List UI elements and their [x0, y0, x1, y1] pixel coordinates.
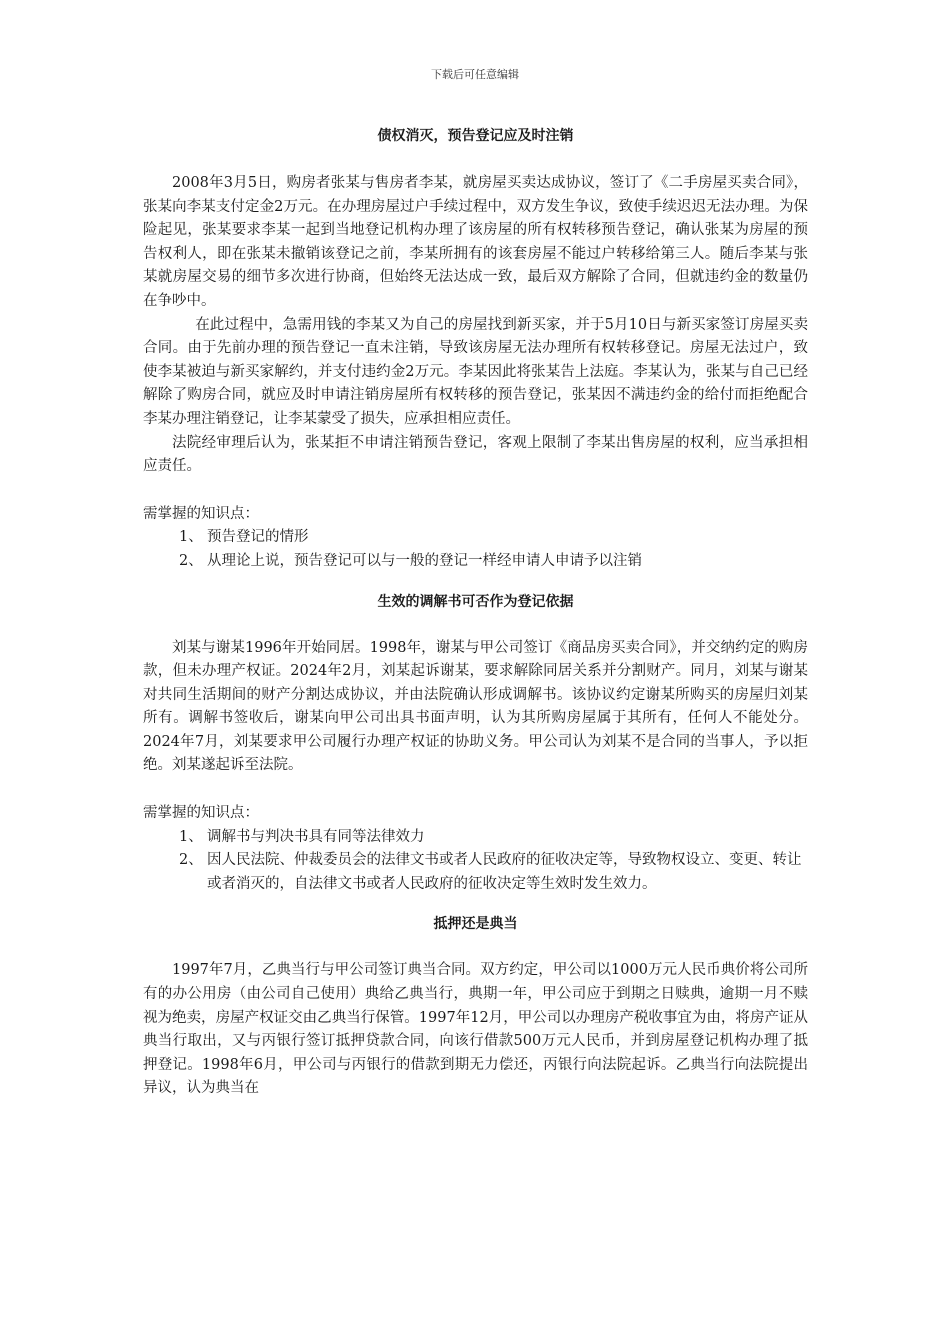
paragraph: 2008年3月5日，购房者张某与售房者李某，就房屋买卖达成协议，签订了《二手房屋买卖合同》，张某向李某支付定金2万元。在办理房屋过户手续过程中，双方发生争议，致使手续迟迟无法办理。为保险起见，张某要求李某一起到当地登记机构办理了该房屋的所有权转移预告登记，确认张某为房屋的预告权利人，即在张某未撤销该登记之前，李某所拥有的该套房屋不能过户转移给第三人。随后李某与张某就房屋交易的细节多次进行协商，但始终无法达成一致，最后双方解除了合同，但就违约金的数量仍在争吵中。 — [143, 175, 808, 309]
list-text: 从理论上说，预告登记可以与一般的登记一样经申请人申请予以注销 — [207, 552, 642, 569]
section-title: 生效的调解书可否作为登记依据 — [377, 593, 574, 610]
section-title: 抵押还是典当 — [433, 916, 518, 933]
list-text: 因人民法院、仲裁委员会的法律文书或者人民政府的征收决定等，导致物权设立、变更、转让或者消灭的，自法律文书或者人民政府的征收决定等生效时发生效力。 — [207, 852, 802, 892]
list-text: 调解书与判决书具有同等法律效力 — [207, 828, 425, 845]
list-item — [143, 550, 808, 574]
list-item — [143, 826, 808, 850]
section-title: 债权消灭，预告登记应及时注销 — [377, 128, 574, 144]
knowledge-label: 需掌握的知识点： — [143, 505, 259, 522]
list-item — [143, 849, 808, 896]
page-header: 下载后可任意编辑 — [431, 68, 519, 81]
list-number: 2、 — [179, 852, 203, 869]
list-text: 预告登记的情形 — [207, 529, 309, 546]
knowledge-label: 需掌握的知识点： — [143, 805, 259, 822]
list-number: 1、 — [179, 529, 203, 546]
paragraph: 在此过程中，急需用钱的李某又为自己的房屋找到新买家，并于5月10日与新买家签订房屋买卖合同。由于先前办理的预告登记一直未注销，导致该房屋无法办理所有权转移登记。房屋无法过户，致使李某被迫与新买家解约，并支付违约金2万元。李某因此将张某告上法庭。李某认为，张某与自己已经解除了购房合同，就应及时申请注销房屋所有权转移的预告登记，张某因不满违约金的给付而拒绝配合李某办理注销登记，让李某蒙受了损失，应承担相应责任。 — [143, 316, 808, 427]
list-number: 1、 — [179, 828, 203, 845]
paragraph: 法院经审理后认为，张某拒不申请注销预告登记，客观上限制了李某出售房屋的权利，应当承担相应责任。 — [143, 434, 808, 475]
paragraph: 刘某与谢某1996年开始同居。1998年，谢某与甲公司签订《商品房买卖合同》，并交纳约定的购房款，但未办理产权证。2024年2月，刘某起诉谢某，要求解除同居关系并分割财产。同月，刘某与谢某对共同生活期间的财产分割达成协议，并由法院确认形成调解书。该协议约定谢某所购买的房屋归刘某所有。调解书签收后，谢某向甲公司出具书面声明，认为其所购房屋属于其所有，任何人不能处分。2024年7月，刘某要求甲公司履行办理产权证的协助义务。甲公司认为刘某不是合同的当事人，予以拒绝。刘某遂起诉至法院。 — [143, 639, 808, 774]
paragraph: 1997年7月，乙典当行与甲公司签订典当合同。双方约定，甲公司以1000万元人民币典价将公司所有的办公用房（由公司自己使用）典给乙典当行，典期一年，甲公司应于到期之日赎典，逾期一月不赎视为绝卖，房屋产权证交由乙典当行保管。1997年12月，甲公司以办理房产税收事宜为由，将房产证从典当行取出，又与丙银行签订抵押贷款合同，向该行借款500万元人民币，并到房屋登记机构办理了抵押登记。1998年6月，甲公司与丙银行的借款到期无力偿还，丙银行向法院起诉。乙典当行向法院提出异议，认为典当在 — [143, 962, 808, 1097]
document-body — [143, 124, 808, 1101]
list-item — [143, 526, 808, 550]
list-number: 2、 — [179, 552, 203, 569]
